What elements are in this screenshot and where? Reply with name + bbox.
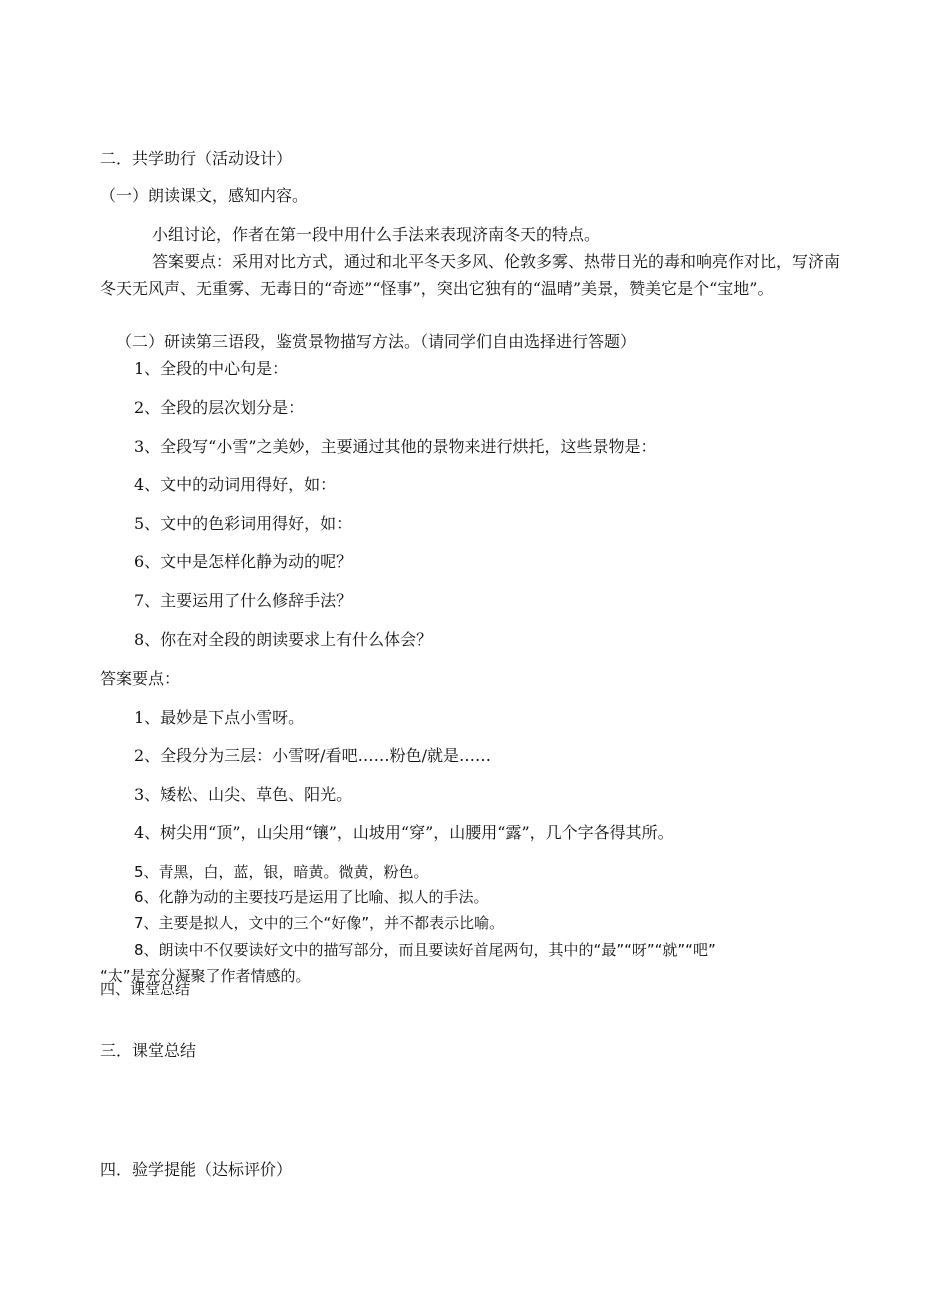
question-item: 4、文中的动词用得好，如： bbox=[134, 475, 337, 494]
cut-off-line bbox=[100, 980, 260, 998]
answer-item: 2、全段分为三层：小雪呀/看吧……粉色/就是…… bbox=[134, 746, 491, 765]
question-item: 1、全段的中心句是： bbox=[134, 359, 289, 378]
cut-off-text: 四、课堂总结 bbox=[100, 980, 191, 998]
scanned-answer-item: 8、朗读中不仅要读好文中的描写部分，而且要读好首尾两句，其中的“最”“呀”“就”“吧” bbox=[134, 941, 716, 959]
section-heading-4: 四．验学提能（达标评价） bbox=[100, 1160, 293, 1179]
answer-item: 4、树尖用“顶”，山尖用“镶”，山坡用“穿”，山腰用“露”，几个字各得其所。 bbox=[134, 823, 674, 842]
scanned-answer-item: “太”是充分凝聚了作者情感的。 bbox=[100, 967, 311, 985]
answer-item: 3、矮松、山尖、草色、阳光。 bbox=[134, 785, 353, 804]
question-item: 6、文中是怎样化静为动的呢？ bbox=[134, 552, 353, 571]
scanned-answer-item: 7、主要是拟人，文中的三个“好像”，并不都表示比喻。 bbox=[134, 914, 505, 932]
question-item: 7、主要运用了什么修辞手法？ bbox=[134, 591, 353, 610]
part1-heading: （一）朗读课文，感知内容。 bbox=[100, 186, 309, 205]
part2-heading: （二）研读第三语段，鉴赏景物描写方法。（请同学们自由选择进行答题） bbox=[116, 332, 637, 351]
part1-answer: 答案要点：采用对比方式，通过和北平冬天多风、伦敦多雾、热带日光的毒和响亮作对比，写济南冬天无风声、无重雾、无毒日的“奇迹”“怪事”，突出它独有的“温晴”美景，赞美它是个“宝地”。 bbox=[100, 252, 841, 298]
question-item: 2、全段的层次划分是： bbox=[134, 398, 305, 417]
part1-question: 小组讨论，作者在第一段中用什么手法来表现济南冬天的特点。 bbox=[152, 225, 601, 244]
scanned-answer-item: 6、化静为动的主要技巧是运用了比喻、拟人的手法。 bbox=[134, 888, 489, 906]
section-heading-2: 二．共学助行（活动设计） bbox=[100, 149, 293, 168]
question-item: 8、你在对全段的朗读要求上有什么体会？ bbox=[134, 630, 433, 649]
question-item: 5、文中的色彩词用得好，如： bbox=[134, 514, 353, 533]
question-item: 3、全段写“小雪”之美妙，主要通过其他的景物来进行烘托，这些景物是： bbox=[134, 437, 657, 456]
section-heading-3: 三．课堂总结 bbox=[100, 1041, 197, 1060]
answers-heading: 答案要点： bbox=[100, 669, 181, 688]
scanned-answer-item: 5、青黑，白，蓝，银，暗黄。微黄，粉色。 bbox=[134, 863, 429, 881]
answer-item: 1、最妙是下点小雪呀。 bbox=[134, 708, 305, 727]
